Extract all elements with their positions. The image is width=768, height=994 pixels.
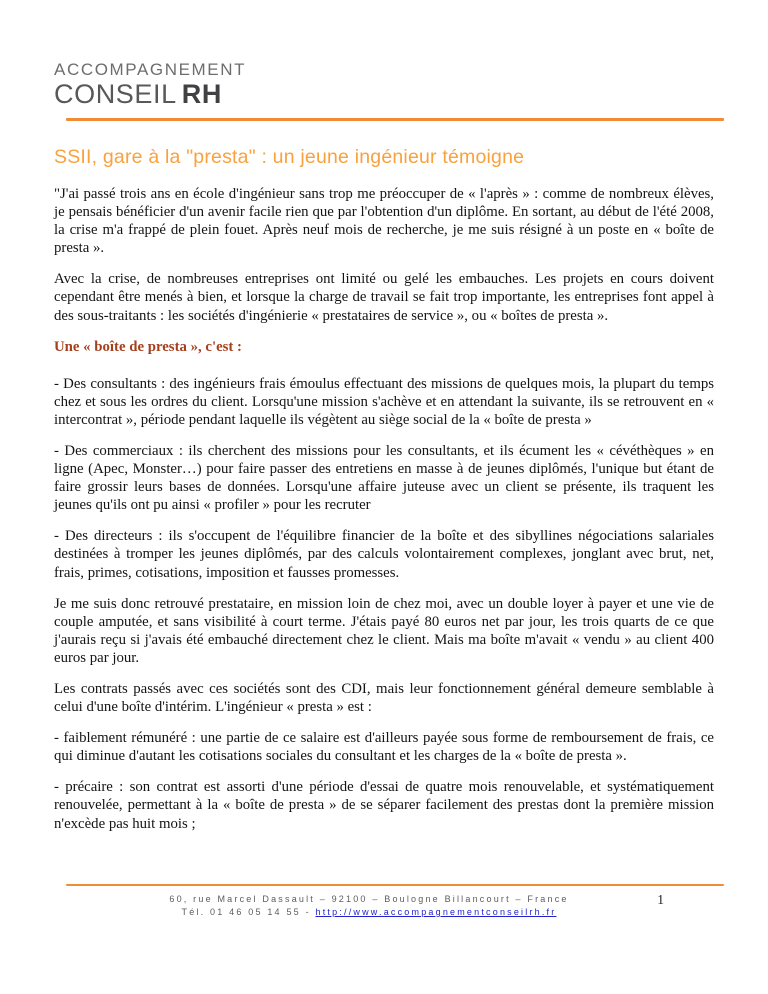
paragraph-commerciaux: - Des commerciaux : ils cherchent des missions pour les consultants, et ils écument les « cévéthèques » en ligne (Apec, Monster…) pour faire passer des entretiens en masse à de jeunes diplômés, l'unique but étant de faire grossir leurs bases de données. Lorsqu'une affaire juteuse avec un client se présente, ils traquent les jeunes qu'ils ont pu ainsi « profiler » pour les recruter <box>54 442 714 514</box>
header-divider-rule <box>66 118 724 121</box>
page-number: 1 <box>657 892 664 907</box>
header <box>54 0 724 121</box>
paragraph-directeurs: - Des directeurs : ils s'occupent de l'équilibre financier de la boîte et des sibyllines négociations salariales destinées à tromper les jeunes diplômés, par des calculs volontairement complexes, jonglant avec brut, net, frais, primes, cotisations, imposition et fausses promesses. <box>54 528 714 581</box>
paragraph-precaire: - précaire : son contrat est assorti d'une période d'essai de quatre mois renouvelable, et systématiquement renouvelée, permettant à la « boîte de presta » de se séparer facilement des prestas dont la première mission n'excède pas huit mois ; <box>54 779 714 832</box>
company-logo <box>54 60 724 109</box>
paragraph-intro: "J'ai passé trois ans en école d'ingénieur sans trop me préoccuper de « l'après » : comme de nombreux élèves, je pensais bénéficier d'un avenir facile rien que par l'obtention d'un diplôme. En sortant, au début de l'été 2008, la crise m'a frappé de plein fouet. Après neuf mois de recherche, je me suis résigné à un poste en « boîte de presta ». <box>54 186 714 257</box>
footer-contact-block <box>54 893 724 919</box>
paragraph-remunere: - faiblement rémunéré : une partie de ce salaire est d'ailleurs payée sous forme de remboursement de frais, ce qui diminue d'autant les cotisations sociales du consultant et les charges de la « boîte de presta ». <box>54 730 714 765</box>
paragraph-consultants: - Des consultants : des ingénieurs frais émoulus effectuant des missions de quelques mois, la plupart du temps chez et sous les ordres du client. Lorsqu'une mission s'achève et en attendant la suivante, ils se retrouvent en « intercontrat », période pendant laquelle ils végètent au siège social de la « boîte de presta » <box>54 375 714 428</box>
paragraph-contrats: Les contrats passés avec ces sociétés sont des CDI, mais leur fonctionnement général demeure semblable à celui d'une boîte d'intérim. L'ingénieur « presta » est : <box>54 680 714 716</box>
paragraph-prestataire: Je me suis donc retrouvé prestataire, en mission loin de chez moi, avec un double loyer à payer et une vie de couple amputée, et sans visibilité à court terme. J'étais payé 80 euros net par jour, les trois quarts de ce que j'aurais reçu si j'avais été embauché directement chez le client. Mais ma boîte m'avait « vendu » au client 400 euros par jour. <box>54 595 714 666</box>
article-body <box>54 146 724 833</box>
page-footer <box>54 884 724 919</box>
footer-website-link[interactable]: http://www.accompagnementconseilrh.fr <box>315 907 557 917</box>
paragraph-crise: Avec la crise, de nombreuses entreprises ont limité ou gelé les embauches. Les projets en cours doivent cependant être menés à bien, et lorsque la charge de travail se fait trop importante, les entreprises font appel à des sous-traitants : les sociétés d'ingénierie « prestataires de service », ou « boîtes de presta ». <box>54 271 714 324</box>
section-heading: Une « boîte de presta », c'est : <box>54 338 242 355</box>
footer-address: 60, rue Marcel Dassault – 92100 – Boulogne Billancourt – France <box>169 894 569 904</box>
footer-phone-line <box>54 906 684 919</box>
logo-rh-text: RH <box>181 79 222 109</box>
logo-text-bottom <box>54 80 724 109</box>
logo-text-top: ACCOMPAGNEMENT <box>54 60 247 79</box>
article-title: SSII, gare à la "presta" : un jeune ingénieur témoigne <box>54 146 525 168</box>
logo-conseil-text: CONSEIL <box>54 79 177 109</box>
body-copy <box>54 185 724 833</box>
footer-divider-rule <box>66 884 724 886</box>
footer-phone: Tél. 01 46 05 14 55 - <box>181 907 316 917</box>
